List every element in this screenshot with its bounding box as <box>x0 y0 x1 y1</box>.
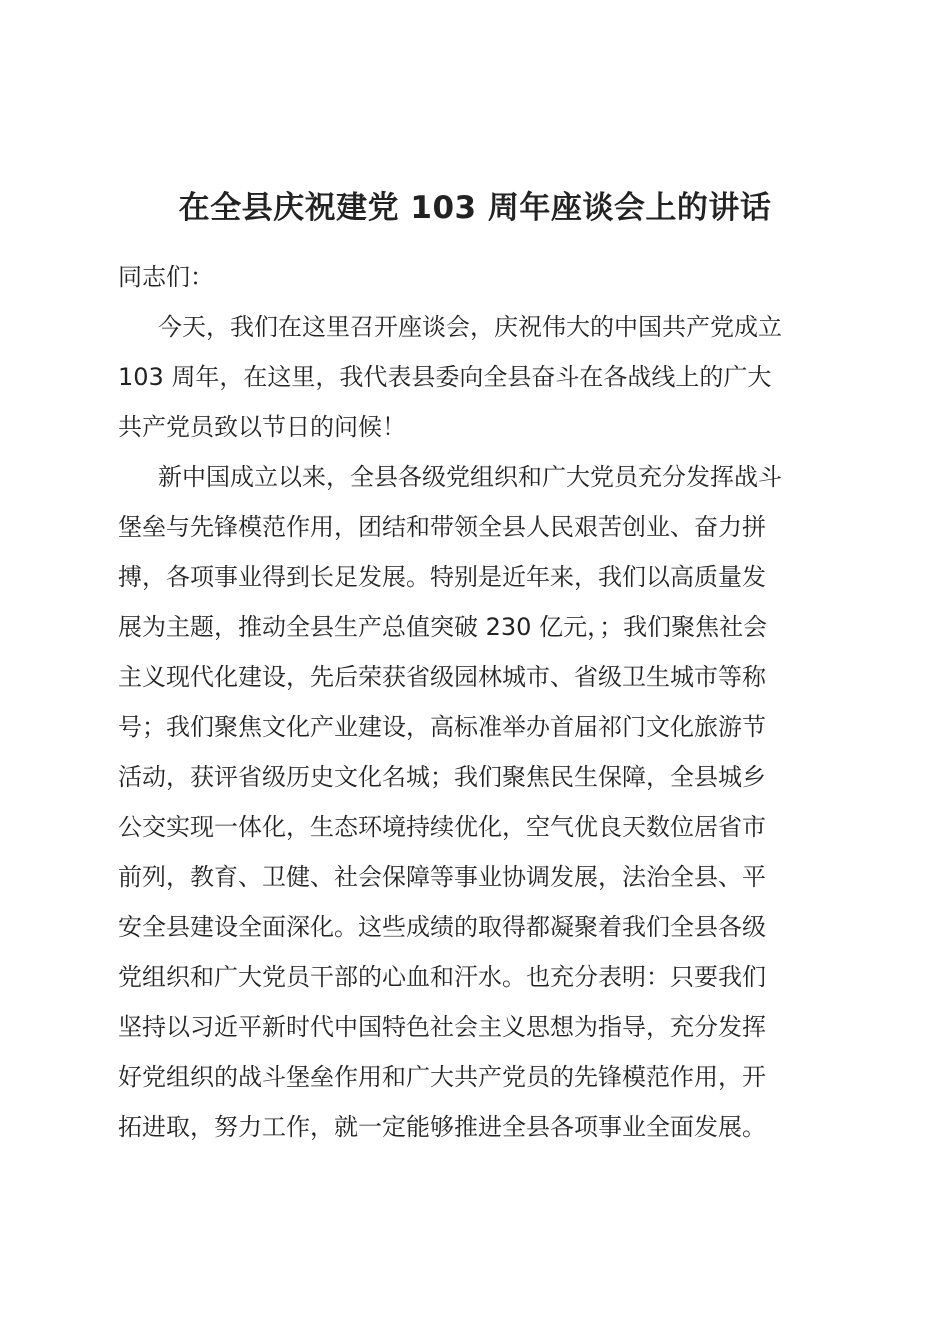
paragraph-line: 公交实现一体化，生态环境持续优化，空气优良天数位居省市 <box>118 813 766 841</box>
paragraph-line: 号；我们聚焦文化产业建设，高标准举办首届祁门文化旅游节 <box>118 713 766 741</box>
paragraph-line: 103 周年，在这里，我代表县委向全县奋斗在各战线上的广大 <box>118 363 772 391</box>
document-body <box>118 252 838 1152</box>
paragraph-line: 好党组织的战斗堡垒作用和广大共产党员的先锋模范作用，开 <box>118 1063 766 1091</box>
salutation: 同志们： <box>118 263 214 291</box>
paragraph-line: 今天，我们在这里召开座谈会，庆祝伟大的中国共产党成立 <box>158 313 782 341</box>
paragraph-line: 前列，教育、卫健、社会保障等事业协调发展，法治全县、平 <box>118 863 766 891</box>
paragraph-line: 新中国成立以来，全县各级党组织和广大党员充分发挥战斗 <box>158 463 782 491</box>
paragraph-line: 活动，获评省级历史文化名城；我们聚焦民生保障，全县城乡 <box>118 763 766 791</box>
paragraph-1 <box>118 302 838 452</box>
paragraph-line: 展为主题，推动全县生产总值突破 230 亿元，；我们聚焦社会 <box>118 613 768 641</box>
paragraph-line: 搏，各项事业得到长足发展。特别是近年来，我们以高质量发 <box>118 563 766 591</box>
document-title: 在全县庆祝建党 103 周年座谈会上的讲话 <box>178 190 772 226</box>
paragraph-line: 主义现代化建设，先后荣获省级园林城市、省级卫生城市等称 <box>118 663 766 691</box>
paragraph-line: 共产党员致以节日的问候！ <box>118 413 406 441</box>
paragraph-line: 坚持以习近平新时代中国特色社会主义思想为指导，充分发挥 <box>118 1013 766 1041</box>
paragraph-line: 拓进取，努力工作，就一定能够推进全县各项事业全面发展。 <box>118 1113 766 1141</box>
paragraph-2 <box>118 452 838 1152</box>
paragraph-line: 安全县建设全面深化。这些成绩的取得都凝聚着我们全县各级 <box>118 913 766 941</box>
paragraph-line: 堡垒与先锋模范作用，团结和带领全县人民艰苦创业、奋力拼 <box>118 513 766 541</box>
paragraph-line: 党组织和广大党员干部的心血和汗水。也充分表明：只要我们 <box>118 963 766 991</box>
